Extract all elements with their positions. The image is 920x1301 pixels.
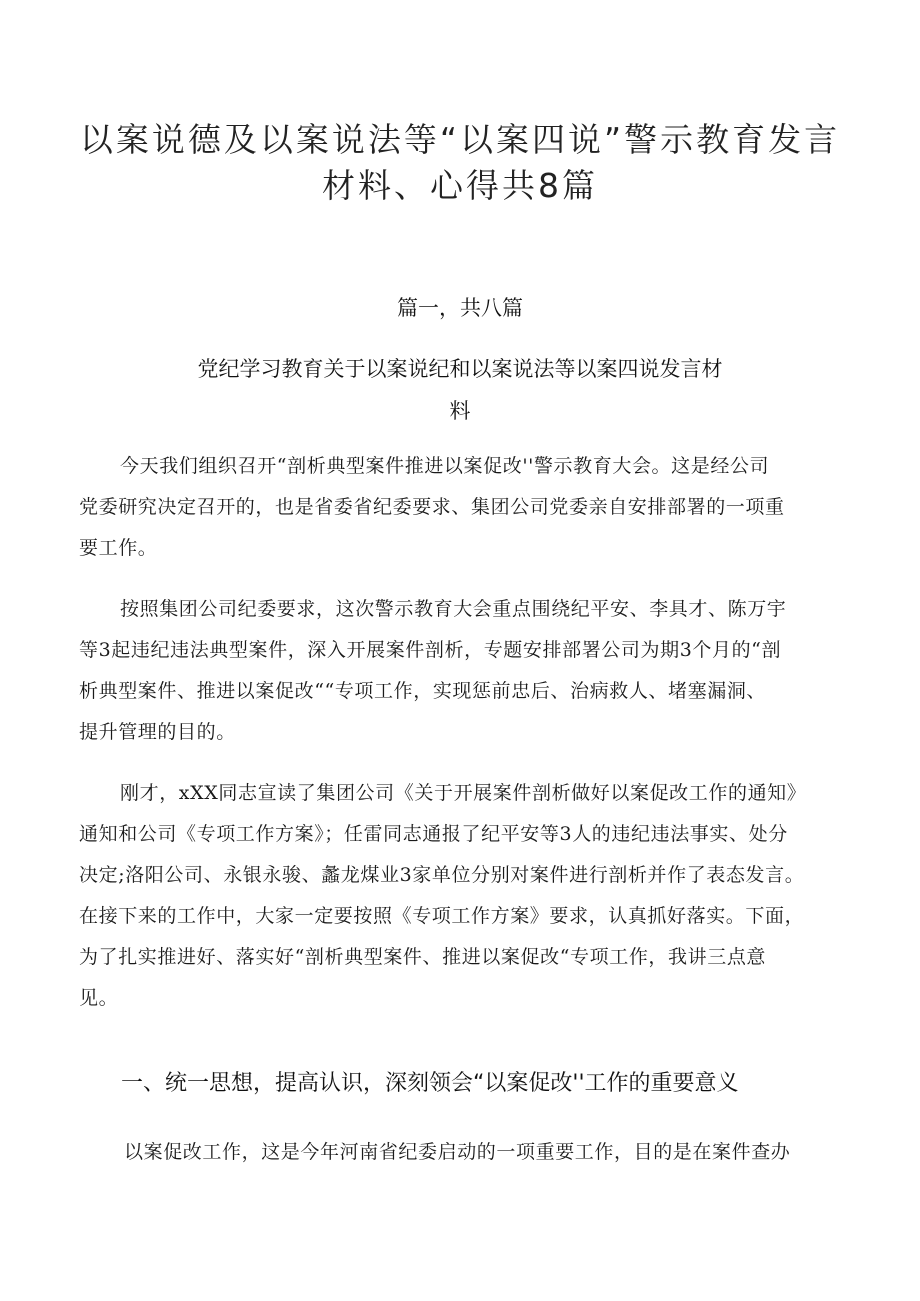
document-title-line-1: 以案说德及以案说法等“以案四说”警示教育发言	[79, 120, 841, 159]
paragraph-1-line-3: 要工作。	[79, 537, 158, 559]
paragraph-4-line-1: 以案促改工作，这是今年河南省纪委启动的一项重要工作，目的是在案件查办	[124, 1141, 791, 1163]
paragraph-2-line-1: 按照集团公司纪委要求，这次警示教育大会重点围绕纪平安、李具才、陈万宇	[120, 598, 787, 620]
paragraph-3-line-6: 见。	[79, 987, 119, 1009]
paragraph-3-line-5: 为了扎实推进好、落实好“剖析典型案件、推进以案促改“专项工作，我讲三点意	[79, 946, 767, 968]
paragraph-3-line-3: 决定;洛阳公司、永银永骏、蠡龙煤业3家单位分别对案件进行剖析并作了表态发言。	[79, 864, 805, 886]
part-label: 篇一，共八篇	[397, 296, 523, 320]
paragraph-1-line-1: 今天我们组织召开“剖析典型案件推进以案促改''警示教育大会。这是经公司	[120, 455, 770, 477]
section-heading-1: 一、统一思想，提高认识，深刻领会“以案促改''工作的重要意义	[121, 1071, 739, 1096]
document-title-line-2: 材料、心得共8篇	[322, 166, 598, 205]
article-title-line-2: 料	[449, 399, 471, 423]
paragraph-2-line-4: 提升管理的目的。	[79, 721, 236, 743]
paragraph-3-line-1: 刚才，xXX同志宣读了集团公司《关于开展案件剖析做好以案促改工作的通知》	[120, 782, 807, 804]
paragraph-2-line-3: 析典型案件、推进以案促改““专项工作，实现惩前忠后、治病救人、堵塞漏洞、	[79, 680, 767, 702]
paragraph-3-line-2: 通知和公司《专项工作方案》；任雷同志通报了纪平安等3人的违纪违法事实、处分	[79, 823, 788, 845]
paragraph-1-line-2: 党委研究决定召开的，也是省委省纪委要求、集团公司党委亲自安排部署的一项重	[79, 496, 785, 518]
paragraph-2-line-2: 等3起违纪违法典型案件，深入开展案件剖析，专题安排部署公司为期3个月的“剖	[79, 639, 782, 661]
paragraph-3-line-4: 在接下来的工作中，大家一定要按照《专项工作方案》要求，认真抓好落实。下面，	[79, 905, 805, 927]
article-title-line-1: 党纪学习教育关于以案说纪和以案说法等以案四说发言材	[197, 357, 723, 381]
